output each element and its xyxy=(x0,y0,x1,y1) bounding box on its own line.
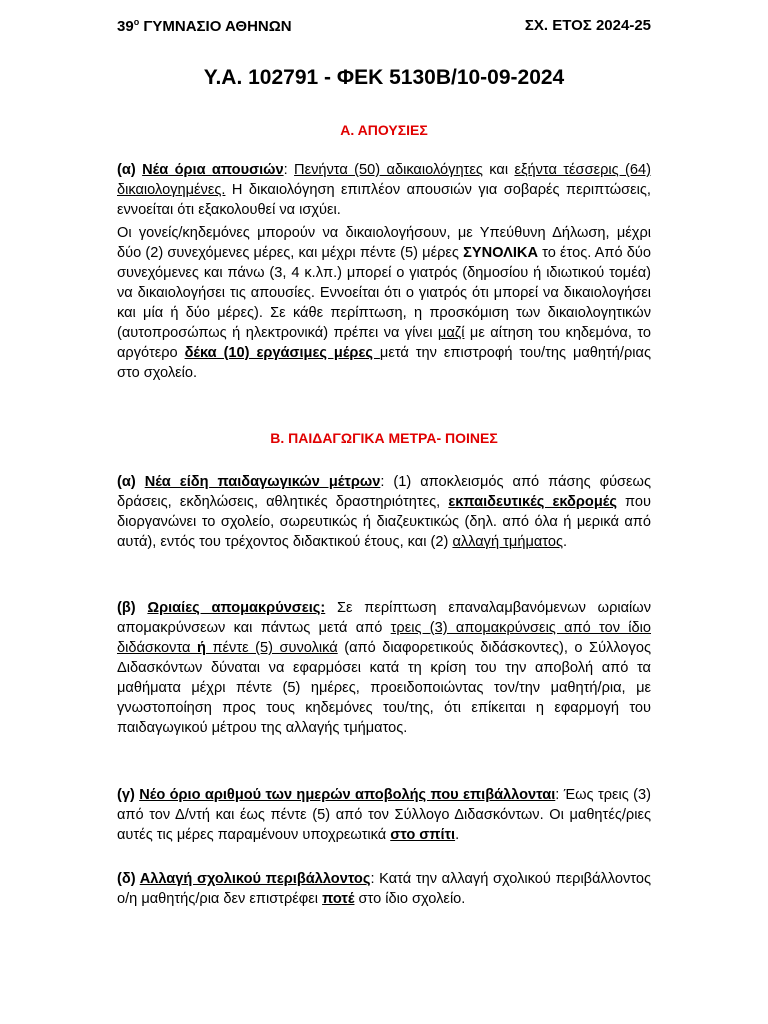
section-b-pd: (δ) Αλλαγή σχολικού περιβάλλοντος: Κατά την αλλαγή σχολικού περιβάλλοντος ο/η μαθητής/ρια δεν επιστρέφει ποτέ στο ίδιο σχολείο. xyxy=(117,871,652,907)
page-header xyxy=(117,17,651,35)
section-a-p1: (α) Νέα όρια απουσιών: Πενήντα (50) αδικαιολόγητες και εξήντα τέσσερις (64) δικαιολογημένες. Η δικαιολόγηση επιπλέον απουσιών για σοβαρές περιπτώσεις, εννοείται ότι εξακολουθεί να ισχύει. xyxy=(117,162,652,218)
hourly-removals-heading: Ωριαίες απομακρύνσεις: xyxy=(147,600,326,616)
section-b-pb: (β) Ωριαίες απομακρύνσεις: Σε περίπτωση επαναλαμβανόμενων ωριαίων απομακρύνσεων και πάντως μετά από τρεις (3) απομακρύνσεις από τον ίδιο διδάσκοντα ή πέντε (5) συνολικά (από διαφορετικούς διδάσκοντες), ο Σύλλογος Διδασκόντων δύναται να εφαρμόσει κατά τη κρίση του την αποβολή από τα μαθήματα μέχρι πέντε (5) ημέρες, προειδοποιώντας τον/την μαθητή/ρια, με γνωστοποίηση προς τους κηδεμόνες του/της, ότι επίκειται η εφαρμογή του παιδαγωγικού μέτρου της αλλαγής τμήματος. xyxy=(117,600,652,736)
school-year: ΣΧ. ΕΤΟΣ 2024-25 xyxy=(524,17,651,34)
section-a-title-block xyxy=(117,122,651,138)
new-absence-limits-heading: Νέα όρια απουσιών xyxy=(142,162,284,178)
section-a-title: Α. ΑΠΟΥΣΙΕΣ xyxy=(340,122,428,138)
suspension-days-heading: Νέο όριο αριθμού των ημερών αποβολής που επιβάλλονται xyxy=(139,787,556,803)
ya-title: Υ.Α. 102791 - ΦΕΚ 5130Β/10-09-2024 xyxy=(203,66,565,89)
section-a-p2: Οι γονείς/κηδεμόνες μπορούν να δικαιολογήσουν, με Υπεύθυνη Δήλωση, μέχρι δύο (2) συνεχόμενες μέρες, και μέχρι πέντε (5) μέρες ΣΥΝΟΛΙΚΑ το έτος. Από δύο συνεχόμενες και πάνω (3, 4 κ.λπ.) μπορεί ο γιατρός (δημοσίου ή ιδιωτικού τομέα) να δικαιολογήσει τις απουσίες. Εννοείται ότι ο γιατρός ότι μπορεί να δικαιολογήσει και μία ή δύο μέρες). Σε κάθε περίπτωση, η προσκόμιση των δικαιολογητικών (αυτοπροσώπως ή ηλεκτρονικά) πρέπει να γίνει μαζί με αίτηση του κηδεμόνα, το αργότερο δέκα (10) εργάσιμες μέρες μετά την επιστροφή του/της μαθητή/ριας στο σχολείο. xyxy=(117,225,652,381)
school-change-heading: Αλλαγή σχολικού περιβάλλοντος xyxy=(139,871,371,887)
school-name: $39^o$ ΓΥΜΝΑΣΙΟ ΑΘΗΝΩΝ xyxy=(117,17,292,35)
section-b-title: Β. ΠΑΙΔΑΓΩΓΙΚΑ ΜΕΤΡΑ- ΠΟΙΝΕΣ xyxy=(270,430,498,446)
new-measures-heading: Νέα είδη παιδαγωγικών μέτρων xyxy=(144,474,381,490)
section-b-pc: (γ) Νέο όριο αριθμού των ημερών αποβολής που επιβάλλονται: Έως τρεις (3) από τον Δ/ντή και έως πέντε (5) από τον Σύλλογο Διδασκόντων. Οι μαθητές/ριες αυτές τις μέρες παραμένουν υποχρεωτικά στο σπίτι. xyxy=(117,787,651,843)
section-b-pa: (α) Νέα είδη παιδαγωγικών μέτρων: (1) αποκλεισμός από πάσης φύσεως δράσεις, εκδηλώσεις, αθλητικές δραστηριότητες, εκπαιδευτικές εκδρομές που διοργανώνει το σχολείο, σωρευτικώς ή διαζευκτικώς (δηλ. από όλα ή μερικά από αυτά), εντός του τρέχοντος διδακτικού έτους, και (2) αλλαγή τμήματος. xyxy=(117,474,652,550)
section-b-title-block xyxy=(117,430,651,446)
